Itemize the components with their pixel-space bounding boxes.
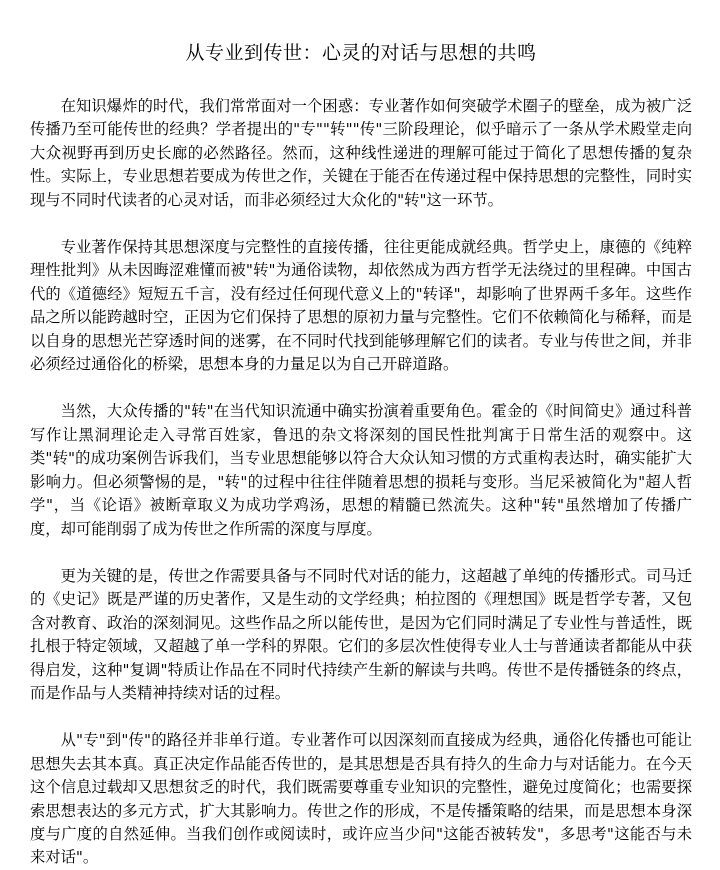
paragraph: 在知识爆炸的时代，我们常常面对一个困惑：专业著作如何突破学术圈子的壁垒，成为被广泛传播乃至可能传世的经典？学者提出的"专""转""传"三阶段理论，似乎暗示了一条从学术殿堂走向大众视野再到历史长廊的必然路径。然而，这种线性递进的理解可能过于简化了思想传播的复杂性。实际上，专业思想若要成为传世之作，关键在于能否在传递过程中保持思想的完整性，同时实现与不同时代读者的心灵对话，而非必须经过大众化的"转"这一环节。 [30, 97, 692, 209]
paragraph: 更为关键的是，传世之作需要具备与不同时代对话的能力，这超越了单纯的传播形式。司马迁的《史记》既是严谨的历史著作，又是生动的文学经典；柏拉图的《理想国》既是哲学专著，又包含对教育、政治的深刻洞见。这些作品之所以能传世，是因为它们同时满足了专业性与普适性，既扎根于特定领域，又超越了单一学科的界限。它们的多层次性使得专业人士与普通读者都能从中获得启发，这种"复调"特质让作品在不同时代持续产生新的解读与共鸣。传世不是传播链条的终点，而是作品与人类精神持续对话的过程。 [30, 566, 692, 702]
page-title: 从专业到传世：心灵的对话与思想的共鸣 [185, 42, 537, 64]
paragraph: 专业著作保持其思想深度与完整性的直接传播，往往更能成就经典。哲学史上，康德的《纯粹理性批判》从未因晦涩难懂而被"转"为通俗读物，却依然成为西方哲学无法绕过的里程碑。中国古代的《道德经》短短五千言，没有经过任何现代意义上的"转译"，却影响了世界两千多年。这些作品之所以能跨越时空，正因为它们保持了思想的原初力量与完整性。它们不依赖简化与稀释，而是以自身的思想光芒穿透时间的迷雾，在不同时代找到能够理解它们的读者。专业与传世之间，并非必须经过通俗化的桥梁，思想本身的力量足以为自己开辟道路。 [30, 238, 692, 374]
paragraph: 当然，大众传播的"转"在当代知识流通中确实扮演着重要角色。霍金的《时间简史》通过科普写作让黑洞理论走入寻常百姓家，鲁迅的杂文将深刻的国民性批判寓于日常生活的观察中。这类"转"的成功案例告诉我们，当专业思想能够以符合大众认知习惯的方式重构表达时，确实能扩大影响力。但必须警惕的是，"转"的过程中往往伴随着思想的损耗与变形。当尼采被简化为"超人哲学"，当《论语》被断章取义为成功学鸡汤，思想的精髓已然流失。这种"转"虽然增加了传播广度，却可能削弱了成为传世之作所需的深度与厚度。 [30, 402, 692, 538]
paragraph: 从"专"到"传"的路径并非单行道。专业著作可以因深刻而直接成为经典，通俗化传播也可能让思想失去其本真。真正决定作品能否传世的，是其思想是否具有持久的生命力与对话能力。在今天这个信息过载却又思想贫乏的时代，我们既需要尊重专业知识的完整性，避免过度简化；也需要探索思想表达的多元方式，扩大其影响力。传世之作的形成，不是传播策略的结果，而是思想本身深度与广度的自然延伸。当我们创作或阅读时，或许应当少问"这能否被转发"，多思考"这能否与未来对话"。 [30, 731, 692, 867]
